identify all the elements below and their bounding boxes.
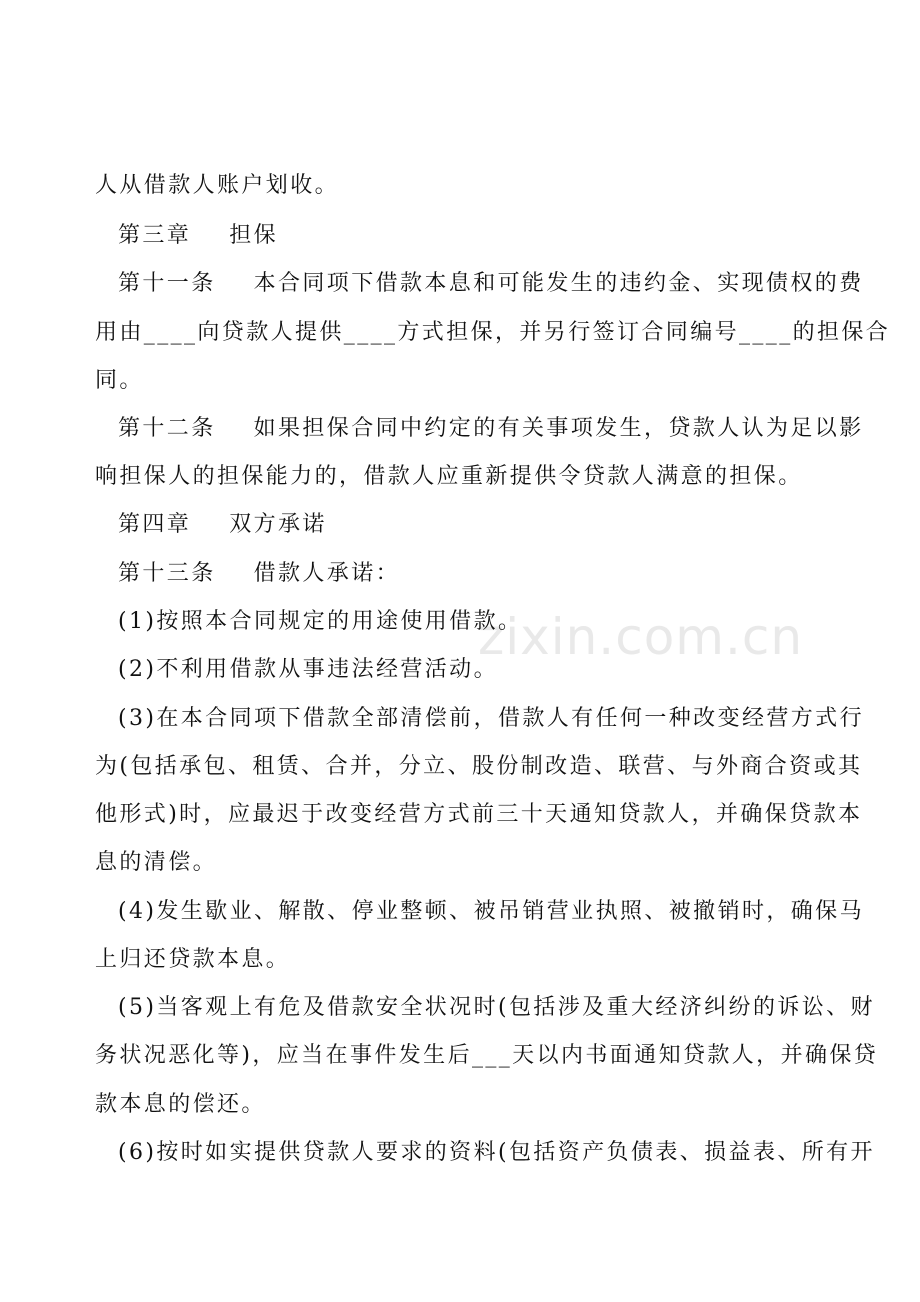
chapter-heading bbox=[118, 510, 858, 540]
text-line: 息的清偿。 bbox=[95, 850, 218, 875]
list-item: (6)按时如实提供贷款人要求的资料(包括资产负债表、损益表、所有开 bbox=[118, 1140, 875, 1165]
watermark: zixin.com.cn bbox=[478, 608, 804, 666]
article-line bbox=[118, 269, 864, 299]
text-line: 款本息的偿还。 bbox=[95, 1092, 266, 1117]
list-item: (3)在本合同项下借款全部清偿前，借款人有任何一种改变经营方式行 bbox=[118, 706, 864, 731]
list-item: (2)不利用借款从事违法经营活动。 bbox=[118, 657, 498, 682]
text-line: 同。 bbox=[95, 368, 144, 393]
list-item: (5)当客观上有危及借款安全状况时(包括涉及重大经济纠纷的诉讼、财 bbox=[118, 995, 875, 1020]
article-text: 借款人承诺： bbox=[253, 561, 401, 586]
chapter-number: 第三章 bbox=[118, 223, 192, 248]
list-item: (4)发生歇业、解散、停业整顿、被吊销营业执照、被撤销时，确保马 bbox=[118, 899, 864, 924]
text-line: 上归还贷款本息。 bbox=[95, 947, 291, 972]
article-number: 第十二条 bbox=[118, 416, 216, 441]
list-item: (1)按照本合同规定的用途使用借款。 bbox=[118, 609, 523, 634]
text-line: 人从借款人账户划收。 bbox=[95, 173, 340, 198]
text-line: 为(包括承包、租赁、合并，分立、股份制改造、联营、与外商合资或其 bbox=[95, 754, 863, 779]
text-line: 响担保人的担保能力的，借款人应重新提供令贷款人满意的担保。 bbox=[95, 464, 803, 489]
article-number: 第十三条 bbox=[118, 561, 216, 586]
article-line bbox=[118, 414, 864, 444]
chapter-number: 第四章 bbox=[118, 512, 192, 537]
chapter-title: 担保 bbox=[229, 223, 279, 248]
article-text: 如果担保合同中约定的有关事项发生，贷款人认为足以影 bbox=[253, 416, 864, 441]
article-text: 本合同项下借款本息和可能发生的违约金、实现债权的费 bbox=[253, 271, 864, 296]
text-line: 他形式)时，应最迟于改变经营方式前三十天通知贷款人，并确保贷款本 bbox=[95, 802, 863, 827]
chapter-heading bbox=[118, 221, 858, 251]
article-number: 第十一条 bbox=[118, 271, 216, 296]
article-line bbox=[118, 559, 858, 589]
text-line: 务状况恶化等)，应当在事件发生后___天以内书面通知贷款人，并确保贷 bbox=[95, 1043, 879, 1068]
chapter-title: 双方承诺 bbox=[229, 512, 327, 537]
text-line: 用由____向贷款人提供____方式担保，并另行签订合同编号____的担保合 bbox=[95, 320, 891, 345]
